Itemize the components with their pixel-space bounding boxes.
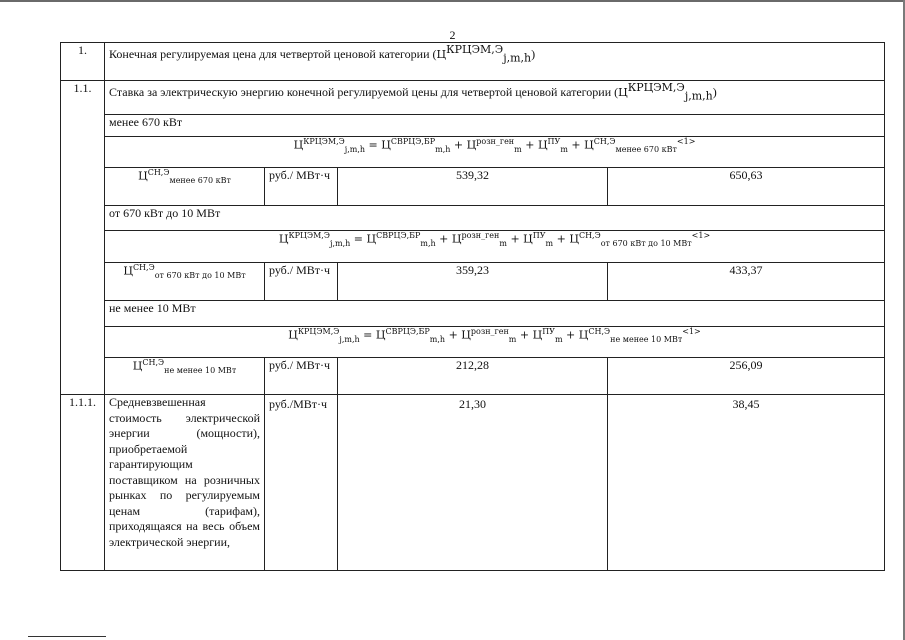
row-description: Средневзвешенная стоимость электрической энергии (мощности), приобретаемой гарантирующим поставщиком на розничных рынках по регулируемым ценам (тарифам), приходящаяся на весь объем электрической энергии, — [105, 395, 265, 571]
footnote-rule — [28, 636, 106, 637]
row-1-1 — [61, 81, 885, 115]
formula: $Ц^{КРЦЭМ,Э}_{j,m,h} = Ц^{СВРЦЭ,БР}_{m,h} + Ц^{розн\_ген}_m + Ц^{ПУ}_m + Ц^{СН,Э}_{от 670 кВт до 10 МВт}^{<1>}$ — [105, 231, 885, 263]
value-col-1: 359,23 — [338, 263, 608, 301]
formula: $Ц^{КРЦЭМ,Э}_{j,m,h} = Ц^{СВРЦЭ,БР}_{m,h} + Ц^{розн\_ген}_m + Ц^{ПУ}_m + Ц^{СН,Э}_{менее 670 кВт}^{<1>}$ — [105, 137, 885, 168]
tariff-table — [60, 42, 885, 571]
page-number: 2 — [449, 28, 456, 42]
value-row — [61, 263, 885, 301]
unit: руб./ МВт·ч — [265, 168, 338, 206]
value-col-2: 38,45 — [608, 395, 885, 571]
group-heading-row — [61, 115, 885, 137]
value-row — [61, 168, 885, 206]
formula-row — [61, 137, 885, 168]
row-1-1-1 — [61, 395, 885, 571]
formula-row — [61, 327, 885, 358]
group-heading-row — [61, 301, 885, 327]
unit: руб./ МВт·ч — [265, 263, 338, 301]
row-title: Ставка за электрическую энергию конечной регулируемой цены для четвертой ценовой категории $(Ц^{КРЦЭМ,Э}_{j,m,h})$ — [105, 81, 885, 115]
unit: руб./ МВт·ч — [265, 358, 338, 395]
scan-edge-top — [0, 0, 905, 2]
price-symbol: $Ц^{СН,Э}_{не менее 10 МВт}$ — [105, 358, 265, 395]
value-col-1: 21,30 — [338, 395, 608, 571]
value-col-1: 539,32 — [338, 168, 608, 206]
price-symbol: $Ц^{СН,Э}_{менее 670 кВт}$ — [105, 168, 265, 206]
unit: руб./МВт·ч — [265, 395, 338, 571]
row-1 — [61, 43, 885, 81]
value-row — [61, 358, 885, 395]
price-symbol: $Ц^{СН,Э}_{от 670 кВт до 10 МВт}$ — [105, 263, 265, 301]
value-col-2: 256,09 — [608, 358, 885, 395]
value-col-1: 212,28 — [338, 358, 608, 395]
row-title: Конечная регулируемая цена для четвертой ценовой категории $(Ц^{КРЦЭМ,Э}_{j,m,h})$ — [105, 43, 885, 81]
value-col-2: 650,63 — [608, 168, 885, 206]
formula-row — [61, 231, 885, 263]
row-number: 1. — [61, 43, 105, 81]
value-col-2: 433,37 — [608, 263, 885, 301]
group-heading: не менее 10 МВт — [105, 301, 885, 327]
row-number: 1.1. — [61, 81, 105, 395]
group-heading: менее 670 кВт — [105, 115, 885, 137]
formula: $Ц^{КРЦЭМ,Э}_{j,m,h} = Ц^{СВРЦЭ,БР}_{m,h} + Ц^{розн\_ген}_m + Ц^{ПУ}_m + Ц^{СН,Э}_{не менее 10 МВт}^{<1>}$ — [105, 327, 885, 358]
group-heading-row — [61, 206, 885, 231]
row-number: 1.1.1. — [61, 395, 105, 571]
group-heading: от 670 кВт до 10 МВт — [105, 206, 885, 231]
